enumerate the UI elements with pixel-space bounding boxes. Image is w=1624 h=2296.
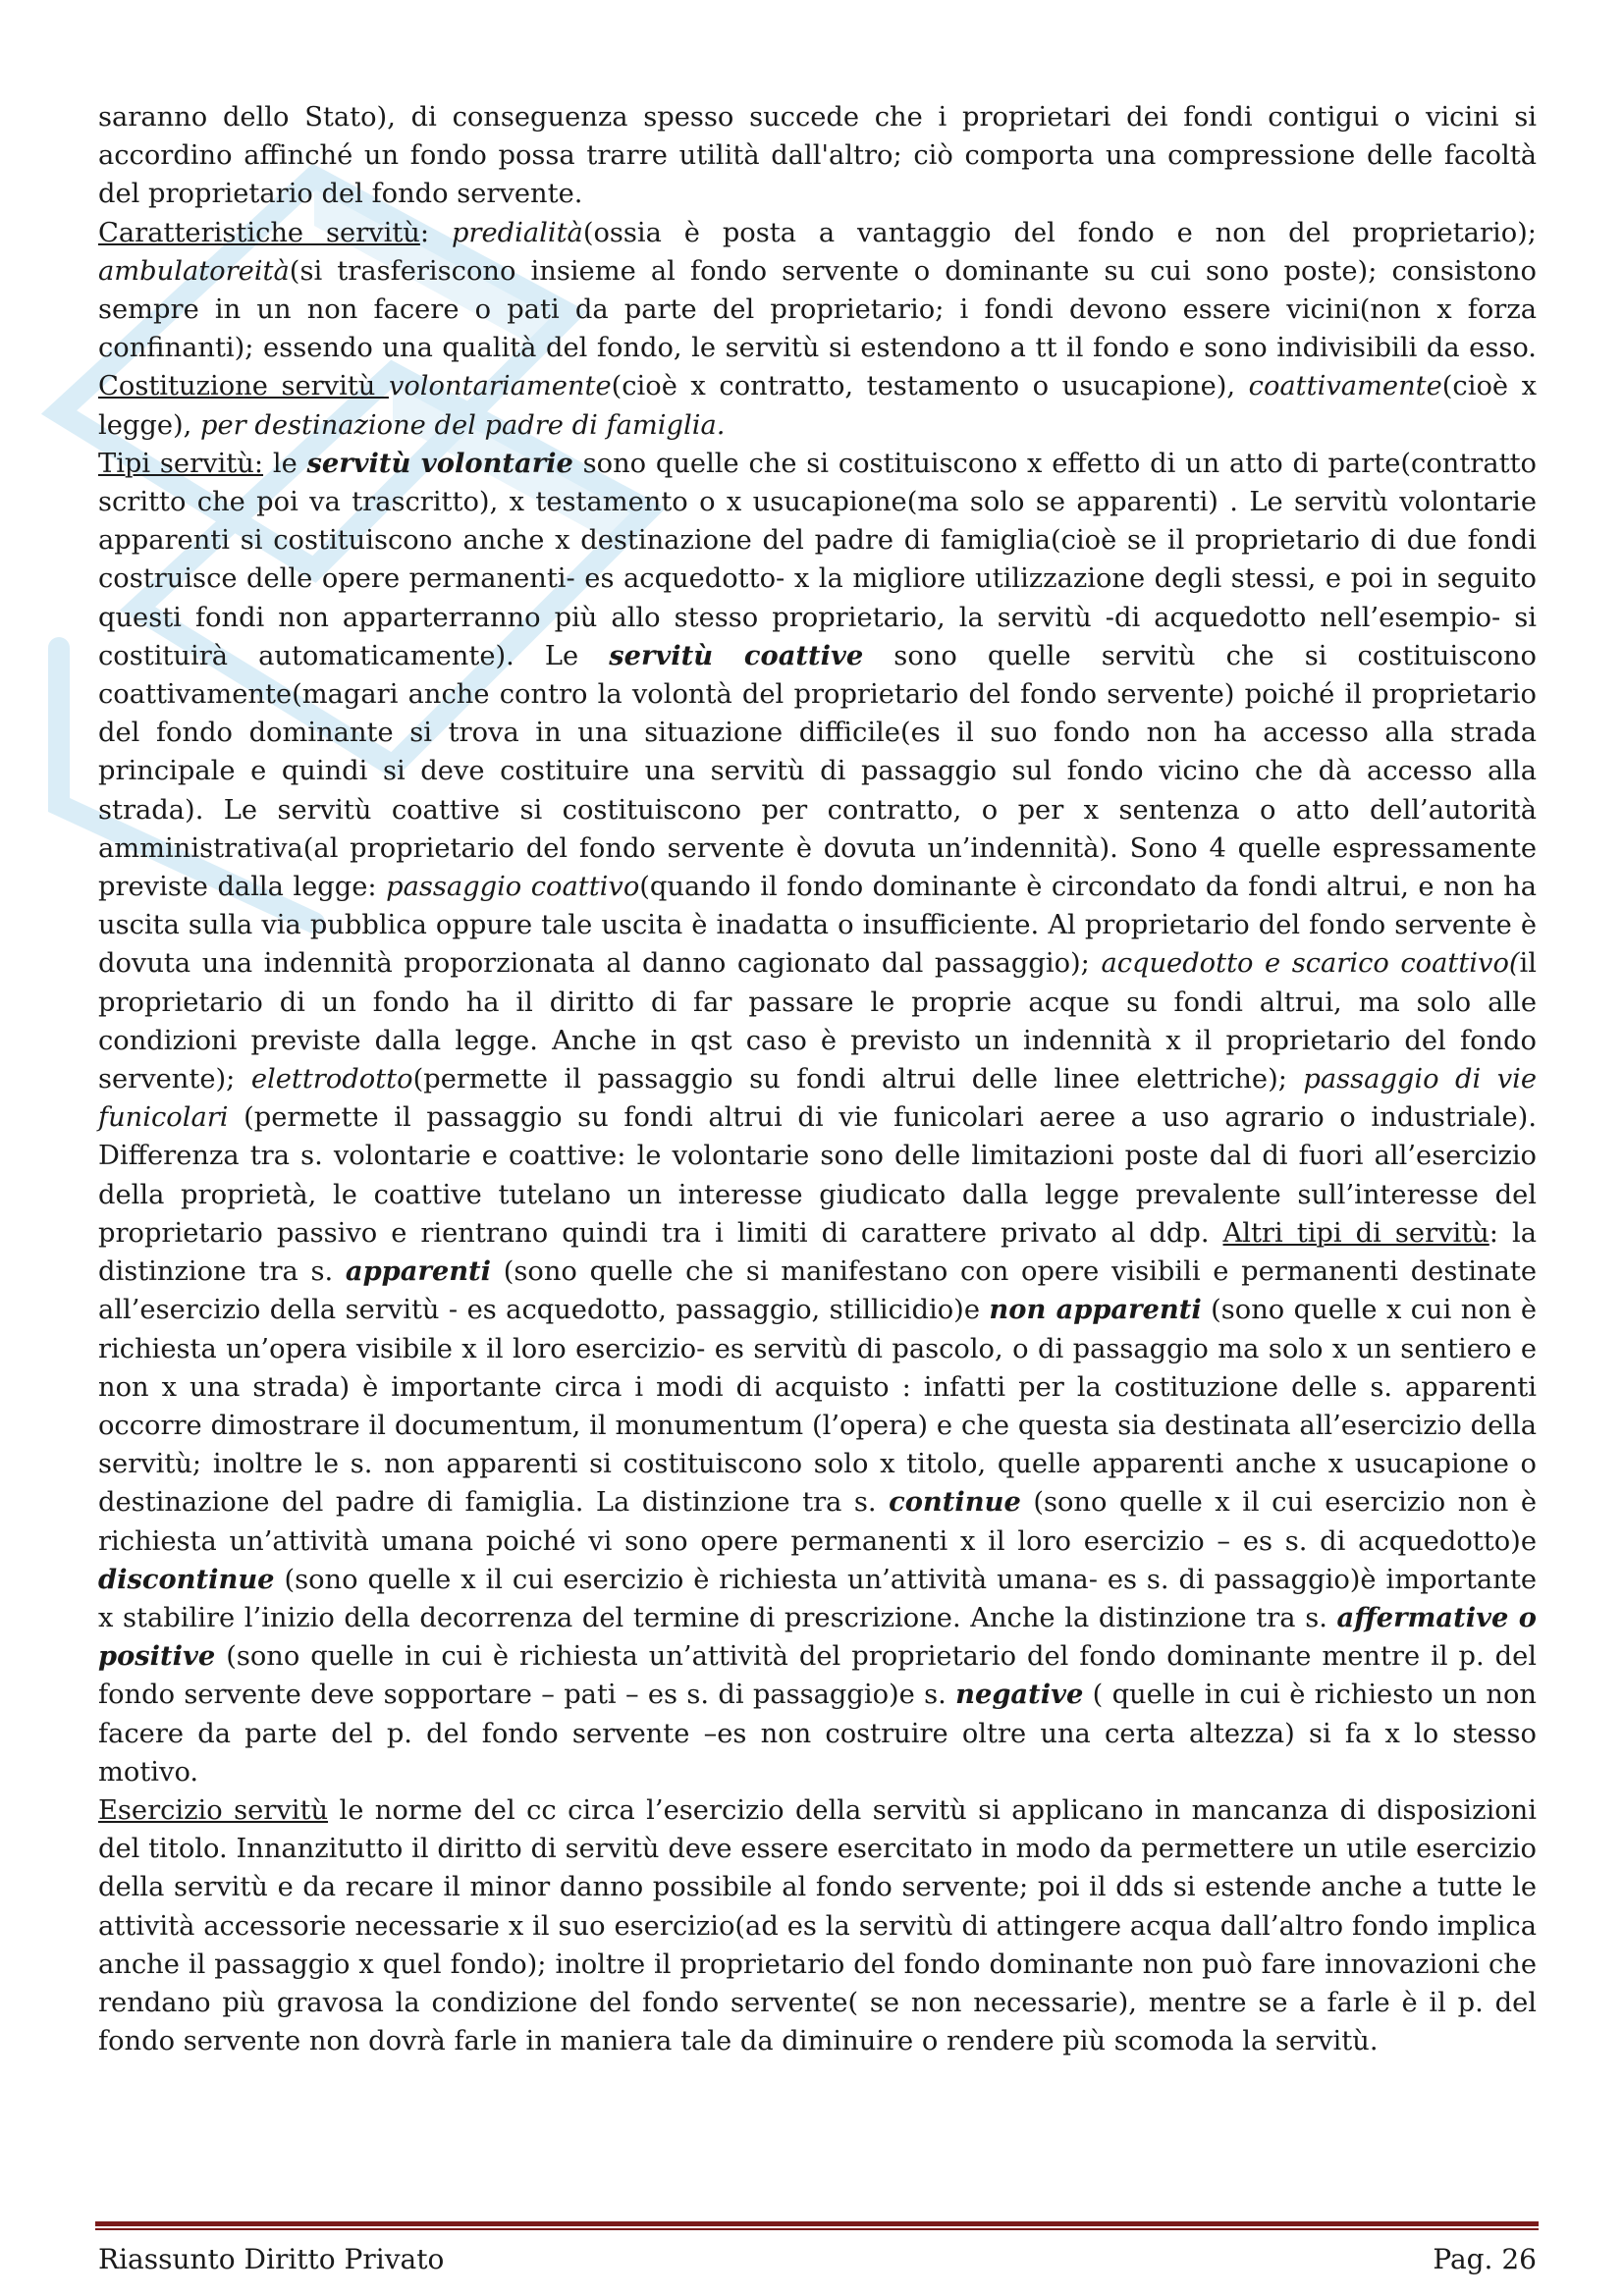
text-run: (cioè x contratto, testamento o usucapione),: [611, 371, 1249, 402]
text-run: il proprietario di un fondo ha il diritto di far passare le proprie acque su fondi altrui, ma solo alle condizioni previste dalla legge. Anche in qst caso è previsto un indennità x il proprietario del fondo servente);: [98, 948, 1537, 1095]
text-run: (quando il fondo dominante è circondato da fondi altrui, e non ha uscita sulla via pubblica oppure tale uscita è inadatta o insufficiente. Al proprietario del fondo servente è dovuta una indennità proporzionata al danno cagionato dal passaggio);: [98, 872, 1538, 980]
text-run: (permette il passaggio su fondi altrui di vie funicolari aeree a uso agrario o industriale). Differenza tra s. volontarie e coattive: le volontarie sono delle limitazioni poste dal di fuori all’esercizio della proprietà, le coattive tutelano un interesse giudicato dalla legge prevalente sull’interesse del proprietario passivo e rientrano quindi tra i limiti di carattere privato al ddp.: [98, 1102, 1537, 1249]
term-servitu-volontarie: servitù volontarie: [306, 447, 573, 479]
text-run: sono quelle che si costituiscono x effetto di un atto di parte(contratto scritto che poi va trascritto), x testamento o x usucapione(ma solo se apparenti) . Le servitù volontarie apparenti si costituiscono anche x destinazione del padre di famiglia(cioè se il proprietario di due fondi costruisce delle opere permanenti- es acquedotto- x la migliore utilizzazione degli stessi, e poi in seguito questi fondi non apparterranno più allo stesso proprietario, la servitù -di acquedotto nell’esempio- si costituirà automaticamente). Le: [98, 448, 1537, 671]
term-apparenti: apparenti: [345, 1255, 492, 1288]
heading-caratteristiche: Caratteristiche servitù: [98, 217, 420, 248]
term-coattivamente: coattivamente: [1248, 371, 1442, 402]
paragraph-caratteristiche: [98, 214, 1537, 445]
term-servitu-coattive: servitù coattive: [609, 639, 864, 671]
text-run: (sono quelle x il cui esercizio è richiesta un’attività umana- es s. di passaggio)è importante x stabilire l’inizio della decorrenza del termine di prescrizione. Anche la distinzione tra s.: [98, 1564, 1537, 1633]
term-discontinue: discontinue: [98, 1563, 275, 1595]
page-number: Pag. 26: [1433, 2243, 1537, 2275]
paragraph-intro: saranno dello Stato), di conseguenza spesso succede che i proprietari dei fondi contigui o vicini si accordino affinché un fondo possa trarre utilità dall'altro; ciò comporta una compressione delle facoltà del proprietario del fondo servente.: [98, 102, 1537, 210]
paragraph-esercizio: [98, 1791, 1537, 2060]
text-run: (cioè x legge),: [98, 371, 1538, 441]
heading-costituzione: Costituzione servitù: [98, 371, 389, 402]
text-run: (sono quelle x il cui esercizio non è richiesta un’attività umana poiché vi sono opere permanenti x il loro esercizio – es s. di acquedotto)e: [98, 1487, 1537, 1557]
text-run: (sono quelle che si manifestano con opere visibili e permanenti destinate all’esercizio della servitù - es acquedotto, passaggio, stillicidio)e: [98, 1256, 1538, 1326]
term-volontariamente: volontariamente: [388, 371, 612, 402]
paragraph-tipi: [98, 445, 1537, 1791]
term-elettrodotto: elettrodotto: [250, 1064, 413, 1095]
text-run: le: [263, 448, 307, 479]
text-run: (ossia è posta a vantaggio del fondo e non del proprietario);: [582, 217, 1538, 248]
term-continue: continue: [889, 1486, 1021, 1519]
text-run: (sono quelle in cui è richiesta un’attività del proprietario del fondo dominante mentre il p. del fondo servente deve sopportare – pati – es s. di passaggio)e s.: [98, 1641, 1537, 1711]
text-run: sono quelle servitù che si costituiscono coattivamente(magari anche contro la volontà del proprietario del fondo servente) poiché il proprietario del fondo dominante si trova in una situazione difficile(es il suo fondo non ha accesso alla strada principale e quindi si deve costituire una servitù di passaggio sul fondo vicino che dà accesso alla strada). Le servitù coattive si costituiscono per contratto, o per x sentenza o atto dell’autorità amministrativa(al proprietario del fondo servente è dovuta un’indennità). Sono 4 quelle espressamente previste dalla legge:: [98, 640, 1537, 903]
text-run: :: [419, 217, 452, 248]
text-run: (sono quelle x cui non è richiesta un’opera visibile x il loro esercizio- es servitù di pascolo, o di passaggio ma solo x un sentiero e non x una strada) è importante circa i modi di acquisto : infatti per la costituzione delle s. apparenti occorre dimostrare il documentum, il monumentum (l’opera) e che questa sia destinata all’esercizio della servitù; inoltre le s. non apparenti si costituiscono solo x titolo, quelle apparenti anche x usucapione o destinazione del padre di famiglia. La distinzione tra s.: [98, 1295, 1537, 1519]
term-passaggio-coattivo: passaggio coattivo: [386, 872, 640, 903]
text-run: le norme del cc circa l’esercizio della servitù si applicano in mancanza di disposizioni del titolo. Innanzitutto il diritto di servitù deve essere esercitato in modo da permettere un utile esercizio della servitù e da recare il minor danno possibile al fondo servente; poi il dds si estende anche a tutte le attività accessorie necessarie x il suo esercizio(ad es la servitù di attingere acqua dall’altro fondo implica anche il passaggio x quel fondo); inoltre il proprietario del fondo dominante non può fare innovazioni che rendano più gravosa la condizione del fondo servente( se non necessarie), mentre se a farle è il p. del fondo servente non dovrà farle in maniera tale da diminuire o rendere più scomoda la servitù.: [98, 1794, 1537, 2057]
text-run: (si trasferiscono insieme al fondo servente o dominante su cui sono poste); consistono sempre in un non facere o pati da parte del proprietario; i fondi devono essere vicini(non x forza confinanti); essendo una qualità del fondo, le servitù si estendono a tt il fondo e sono indivisibili da esso.: [98, 255, 1537, 364]
term-negative: negative: [955, 1679, 1084, 1711]
footer-rule-thin: [95, 2228, 1539, 2230]
text-run: (permette il passaggio su fondi altrui delle linee elettriche);: [412, 1064, 1304, 1095]
text-run: : la distinzione tra s.: [98, 1217, 1537, 1288]
footer-title: Riassunto Diritto Privato: [98, 2243, 445, 2275]
term-ambulatoreita: ambulatoreità: [98, 255, 290, 287]
heading-esercizio: Esercizio servitù: [98, 1794, 329, 1826]
term-affermative: affermative o positive: [98, 1601, 1537, 1673]
term-non-apparenti: non apparenti: [989, 1294, 1202, 1326]
heading-tipi: Tipi servitù:: [98, 448, 264, 479]
term-acquedotto: acquedotto e scarico coattivo(: [1101, 948, 1520, 980]
footer-rule-thick: [95, 2221, 1539, 2226]
term-vie-funicolari: passaggio di vie funicolari: [98, 1064, 1538, 1134]
term-destinazione: per destinazione del padre di famiglia.: [200, 409, 726, 441]
text-run: ( quelle in cui è richiesto un non facere da parte del p. del fondo servente –es non costruire oltre una certa altezza) si fa x lo stesso motivo.: [98, 1680, 1537, 1788]
page-body: [98, 98, 1537, 2060]
heading-altri-tipi: Altri tipi di servitù: [1222, 1217, 1489, 1249]
term-predialita: predialità: [451, 217, 583, 248]
